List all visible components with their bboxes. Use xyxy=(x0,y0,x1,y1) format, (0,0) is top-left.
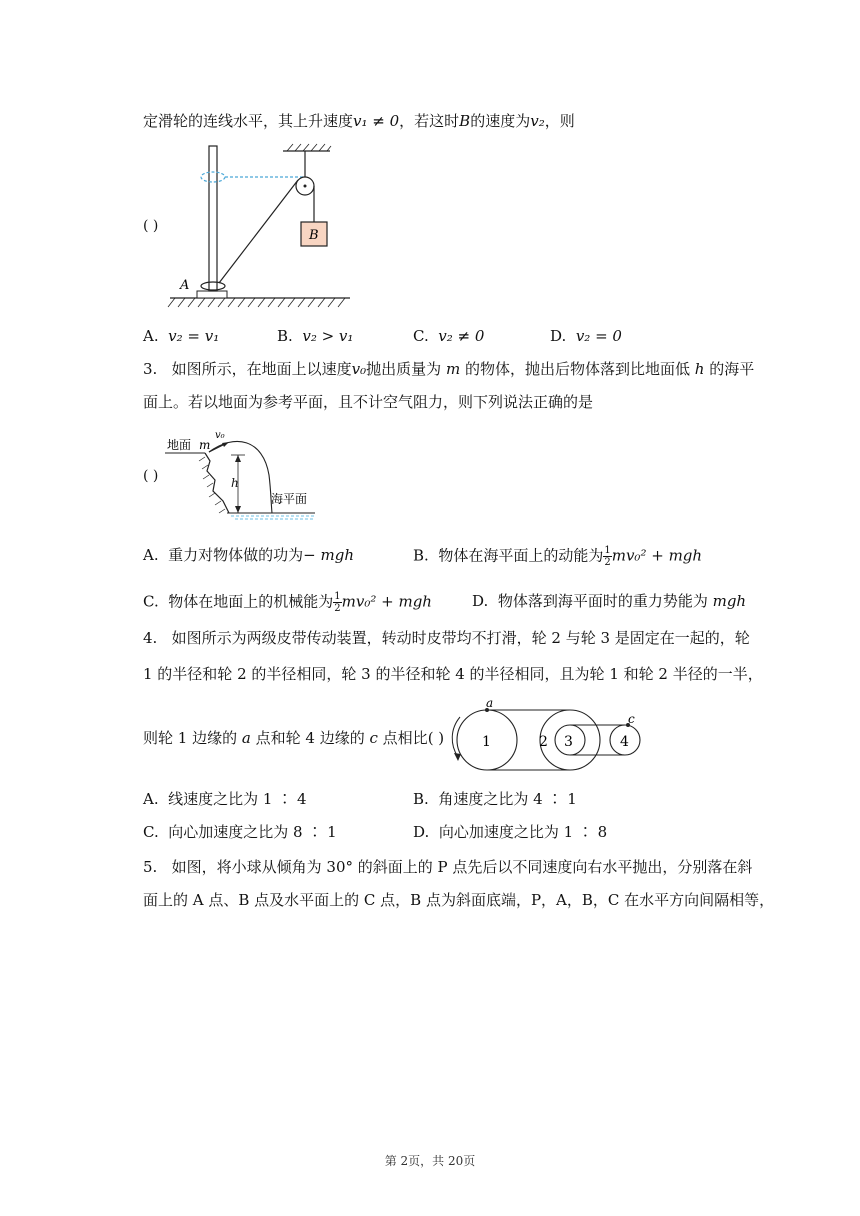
q2-label-B: B xyxy=(309,228,319,243)
q2-answer-paren: ( ) xyxy=(143,218,159,234)
q4-point-a: a xyxy=(241,729,251,747)
q3-text-d: 的海平 xyxy=(709,360,755,378)
q2-v1-condition: v₁ ≠ 0 xyxy=(353,112,400,130)
q3-m: m xyxy=(445,360,461,378)
q2-stem-text-d: ，则 xyxy=(544,112,575,130)
q4-text-line-1: 如图所示为两级皮带传动装置，转动时皮带均不打滑，轮 2 与轮 3 是固定在一起的，轮 xyxy=(171,629,750,647)
q2-option-D-letter: D. xyxy=(550,327,567,345)
q4-answer-paren: ( ) xyxy=(427,729,445,747)
q3-stem-line-1 xyxy=(143,359,754,379)
q3-option-C xyxy=(143,591,432,614)
q3-option-B-fraction xyxy=(603,545,611,568)
q3-sea-label: 海平面 xyxy=(271,492,308,506)
q3-option-D-letter: D. xyxy=(472,592,489,610)
q3-option-A xyxy=(143,545,354,565)
q4-option-B-letter: B. xyxy=(413,790,429,808)
q3-option-C-frac-den: 2 xyxy=(334,603,341,614)
q4-stem-line-3 xyxy=(143,728,444,748)
q3-text-c: 的物体，抛出后物体落到比地面低 xyxy=(464,360,690,378)
q3-option-C-math: mv₀² + mgh xyxy=(341,592,432,611)
q4-option-B-text: 角速度之比为 4 ∶ 1 xyxy=(438,790,577,808)
q3-option-B xyxy=(413,545,702,568)
q4-belt-figure xyxy=(440,695,650,775)
q2-option-A xyxy=(143,326,219,346)
q3-option-B-letter: B. xyxy=(413,546,429,565)
q3-option-A-text: 重力对物体做的功为 xyxy=(168,546,304,564)
q3-option-B-math: mv₀² + mgh xyxy=(611,546,703,565)
q4-option-C xyxy=(143,822,337,842)
q4-stem-line-2: 1 的半径和轮 2 的半径相同，轮 3 的半径和轮 4 的半径相同，且为轮 1 和轮 2 半径的一半， xyxy=(143,665,763,683)
q3-m-label: m xyxy=(199,438,211,452)
q4-option-C-letter: C. xyxy=(143,823,159,841)
q2-option-C xyxy=(413,326,484,346)
q3-h-label: h xyxy=(231,476,239,490)
q4-option-A xyxy=(143,789,307,809)
q4-wheel-1-label: 1 xyxy=(482,734,491,750)
q4-option-D xyxy=(413,822,607,842)
q3-v0: v₀ xyxy=(351,360,367,378)
q2-pulley-figure xyxy=(165,140,365,315)
q3-option-A-math: − mgh xyxy=(303,546,354,564)
q2-option-C-text: v₂ ≠ 0 xyxy=(438,327,485,345)
page-footer: 第 2页，共 20页 xyxy=(384,1154,476,1168)
q4-c-label: c xyxy=(628,712,635,726)
q3-option-B-frac-den: 2 xyxy=(604,557,611,568)
q2-stem-text-b: ，若这时 xyxy=(399,112,460,130)
q4-wheel-3-label: 3 xyxy=(564,734,573,750)
q2-label-A: A xyxy=(180,278,190,293)
q4-option-D-text: 向心加速度之比为 1 ∶ 8 xyxy=(438,823,608,841)
q4-option-A-letter: A. xyxy=(143,790,159,808)
q5-number: 5. xyxy=(143,858,158,876)
q2-B-label: B xyxy=(459,112,471,130)
q4-stem-line-1 xyxy=(143,628,750,648)
q4-text-c: 点相比 xyxy=(382,729,428,747)
q2-option-B xyxy=(277,326,353,346)
q4-option-A-text: 线速度之比为 1 ∶ 4 xyxy=(168,790,307,808)
q3-stem-line-2: 面上。若以地面为参考平面，且不计空气阻力，则下列说法正确的是 xyxy=(143,393,594,411)
q2-option-D-text: v₂ = 0 xyxy=(575,327,622,345)
q3-number: 3. xyxy=(143,360,158,378)
q3-h: h xyxy=(694,360,705,378)
q5-text-line-1: 如图，将小球从倾角为 30° 的斜面上的 P 点先后以不同速度向右水平抛出，分别落在斜 xyxy=(171,858,753,876)
q3-text-b: 抛出质量为 xyxy=(366,360,442,378)
q3-option-C-text: 物体在地面上的机械能为 xyxy=(168,592,334,611)
q2-option-C-letter: C. xyxy=(413,327,429,345)
q4-text-b: 点和轮 4 边缘的 xyxy=(255,729,365,747)
q3-text-a: 如图所示，在地面上以速度 xyxy=(171,360,352,378)
q5-stem-line-1 xyxy=(143,857,752,877)
q3-option-B-frac-num: 1 xyxy=(604,545,611,556)
q3-option-B-text: 物体在海平面上的动能为 xyxy=(438,546,604,565)
q4-number: 4. xyxy=(143,629,158,647)
q4-a-label: a xyxy=(486,696,494,710)
q4-point-c: c xyxy=(369,729,378,747)
q3-option-D-text: 物体落到海平面时的重力势能为 xyxy=(497,592,708,610)
q3-ground-label: 地面 xyxy=(167,438,192,452)
q2-option-B-letter: B. xyxy=(277,327,293,345)
q3-option-A-letter: A. xyxy=(143,546,159,564)
q2-option-A-text: v₂ = v₁ xyxy=(168,327,220,345)
q2-stem-text-a: 定滑轮的连线水平，其上升速度 xyxy=(143,112,354,130)
q3-option-C-letter: C. xyxy=(143,592,159,611)
q3-option-C-frac-num: 1 xyxy=(334,591,341,602)
q4-option-B xyxy=(413,789,577,809)
q3-option-C-fraction xyxy=(333,591,341,614)
q2-option-D xyxy=(550,326,622,346)
q3-option-D xyxy=(472,591,746,611)
q3-option-D-math: mgh xyxy=(712,592,747,610)
q3-projectile-figure xyxy=(165,425,320,525)
q4-option-C-text: 向心加速度之比为 8 ∶ 1 xyxy=(168,823,337,841)
q2-option-B-text: v₂ > v₁ xyxy=(302,327,354,345)
q2-option-A-letter: A. xyxy=(143,327,159,345)
q3-answer-paren: ( ) xyxy=(143,468,159,484)
q4-option-D-letter: D. xyxy=(413,823,430,841)
q3-v0-label: v₀ xyxy=(215,430,225,441)
q2-v2-label: v₂ xyxy=(530,112,545,130)
q2-stem-line xyxy=(143,111,575,131)
q4-text-a: 则轮 1 边缘的 xyxy=(143,729,238,747)
q4-wheel-4-label: 4 xyxy=(620,734,629,750)
q2-stem-text-c: 的速度为 xyxy=(470,112,531,130)
q5-stem-line-2: 面上的 A 点、B 点及水平面上的 C 点，B 点为斜面底端，P，A，B，C 在水平方向间隔相等， xyxy=(143,891,775,909)
q4-wheel-2-label: 2 xyxy=(539,734,548,750)
